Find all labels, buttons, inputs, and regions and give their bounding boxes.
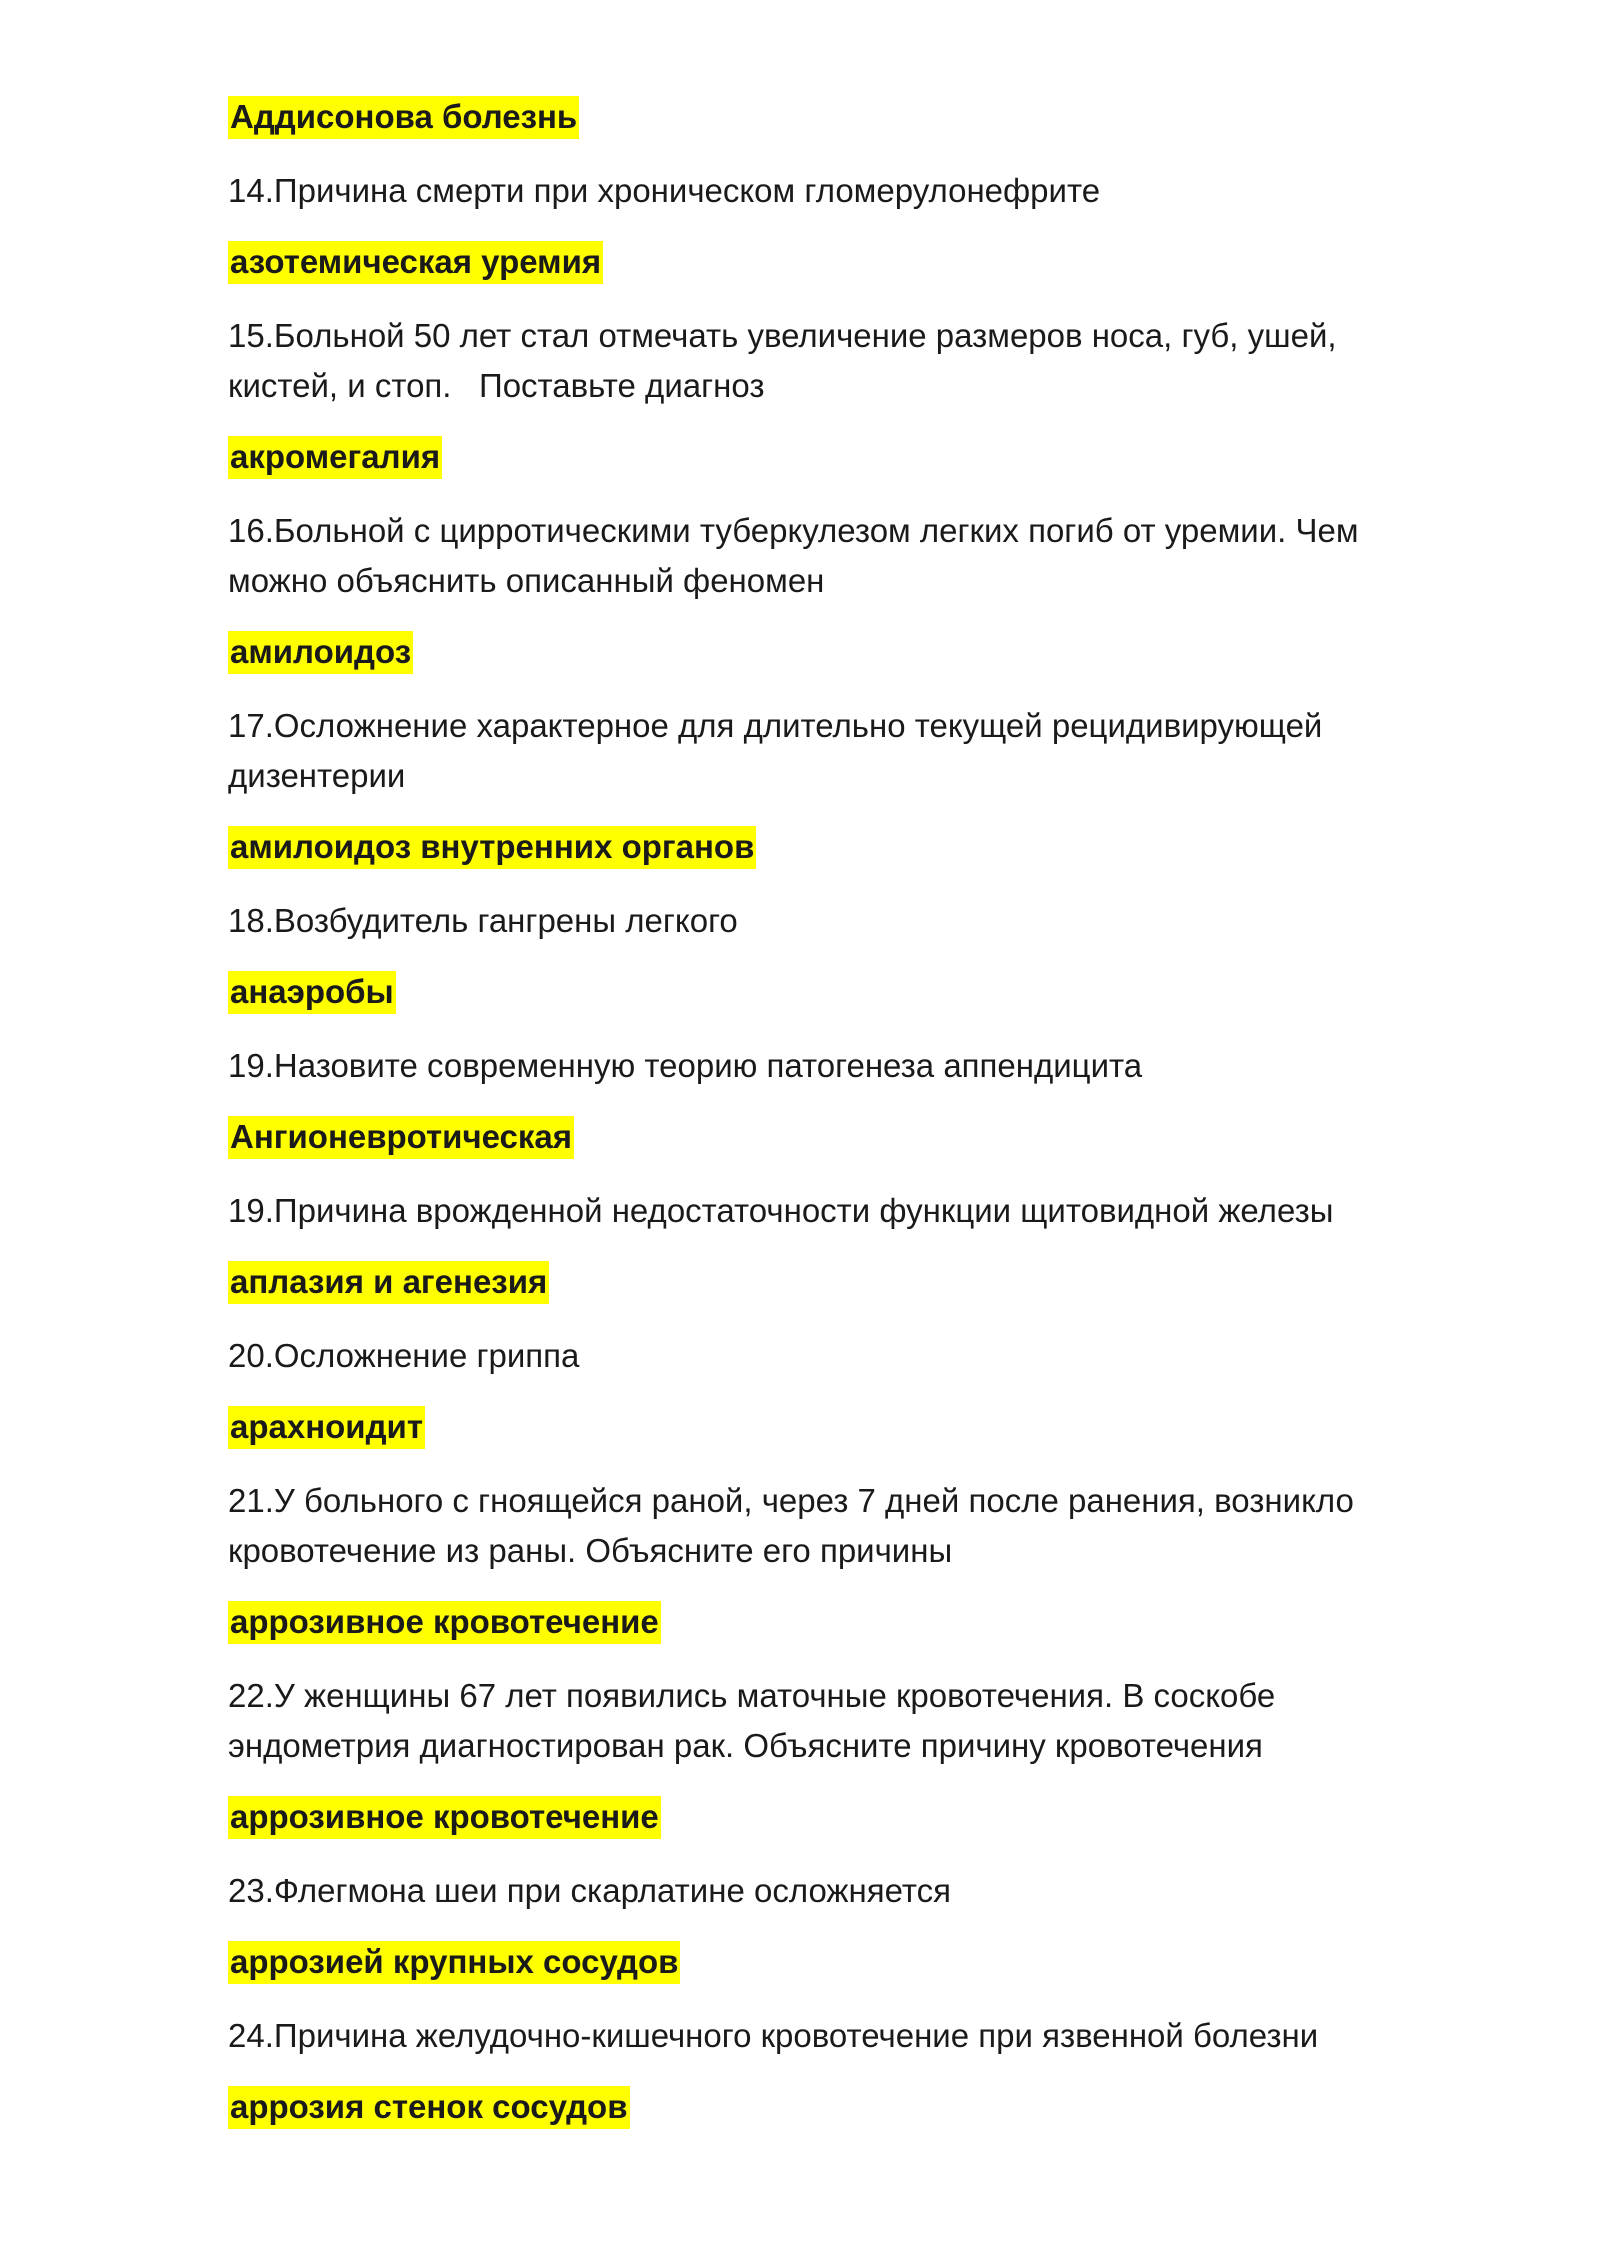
answer-highlight: акромегалия bbox=[228, 436, 442, 479]
answer-text bbox=[228, 1792, 1428, 1842]
answer-highlight: анаэробы bbox=[228, 971, 396, 1014]
answer-highlight: амилоидоз внутренних органов bbox=[228, 826, 756, 869]
question-text: 18.Возбудитель гангрены легкого bbox=[228, 902, 738, 939]
answer-highlight: аррозия стенок сосудов bbox=[228, 2086, 630, 2129]
answer-text bbox=[228, 2082, 1428, 2132]
question-text: 21.У больного с гноящейся раной, через 7 дней после ранения, возникло кровотечение из раны. Объясните его причины bbox=[228, 1482, 1364, 1569]
answer-text bbox=[228, 432, 1428, 482]
answer-text bbox=[228, 1597, 1428, 1647]
question-text: 22.У женщины 67 лет появились маточные кровотечения. В соскобе эндометрия диагностирован рак. Объясните причину кровотечения bbox=[228, 1677, 1285, 1764]
question-text: 19.Назовите современную теорию патогенеза аппендицита bbox=[228, 1047, 1143, 1084]
answer-highlight: аррозивное кровотечение bbox=[228, 1796, 661, 1839]
answer-highlight: аррозивное кровотечение bbox=[228, 1601, 661, 1644]
answer-text bbox=[228, 967, 1428, 1017]
answer-highlight: амилоидоз bbox=[228, 631, 413, 674]
question-text: 23.Флегмона шеи при скарлатине осложняется bbox=[228, 1872, 951, 1909]
question-text: 16.Больной с цирротическими туберкулезом легких погиб от уремии. Чем можно объяснить описанный феномен bbox=[228, 512, 1368, 599]
question-text: 17.Осложнение характерное для длительно текущей рецидивирующей дизентерии bbox=[228, 707, 1332, 794]
answer-highlight: Ангионевротическая bbox=[228, 1116, 574, 1159]
answer-text bbox=[228, 1257, 1428, 1307]
answer-highlight: азотемическая уремия bbox=[228, 241, 603, 284]
answer-text bbox=[228, 1937, 1428, 1987]
answer-highlight: аплазия и агенезия bbox=[228, 1261, 549, 1304]
question-text: 24.Причина желудочно-кишечного кровотечение при язвенной болезни bbox=[228, 2017, 1319, 2054]
answer-highlight: арахноидит bbox=[228, 1406, 425, 1449]
document-page bbox=[228, 92, 1428, 2132]
question-text: 20.Осложнение гриппа bbox=[228, 1337, 580, 1374]
answer-text bbox=[228, 627, 1428, 677]
question-text: 15.Больной 50 лет стал отмечать увеличение размеров носа, губ, ушей, кистей, и стоп. Поставьте диагноз bbox=[228, 317, 1346, 404]
answer-highlight: Аддисонова болезнь bbox=[228, 96, 579, 139]
answer-text bbox=[228, 1402, 1428, 1452]
question-text: 14.Причина смерти при хроническом гломерулонефрите bbox=[228, 172, 1101, 209]
answer-text bbox=[228, 237, 1428, 287]
answer-text bbox=[228, 822, 1428, 872]
answer-text bbox=[228, 92, 1428, 142]
answer-text bbox=[228, 1112, 1428, 1162]
question-text: 19.Причина врожденной недостаточности функции щитовидной железы bbox=[228, 1192, 1334, 1229]
answer-highlight: аррозией крупных сосудов bbox=[228, 1941, 680, 1984]
